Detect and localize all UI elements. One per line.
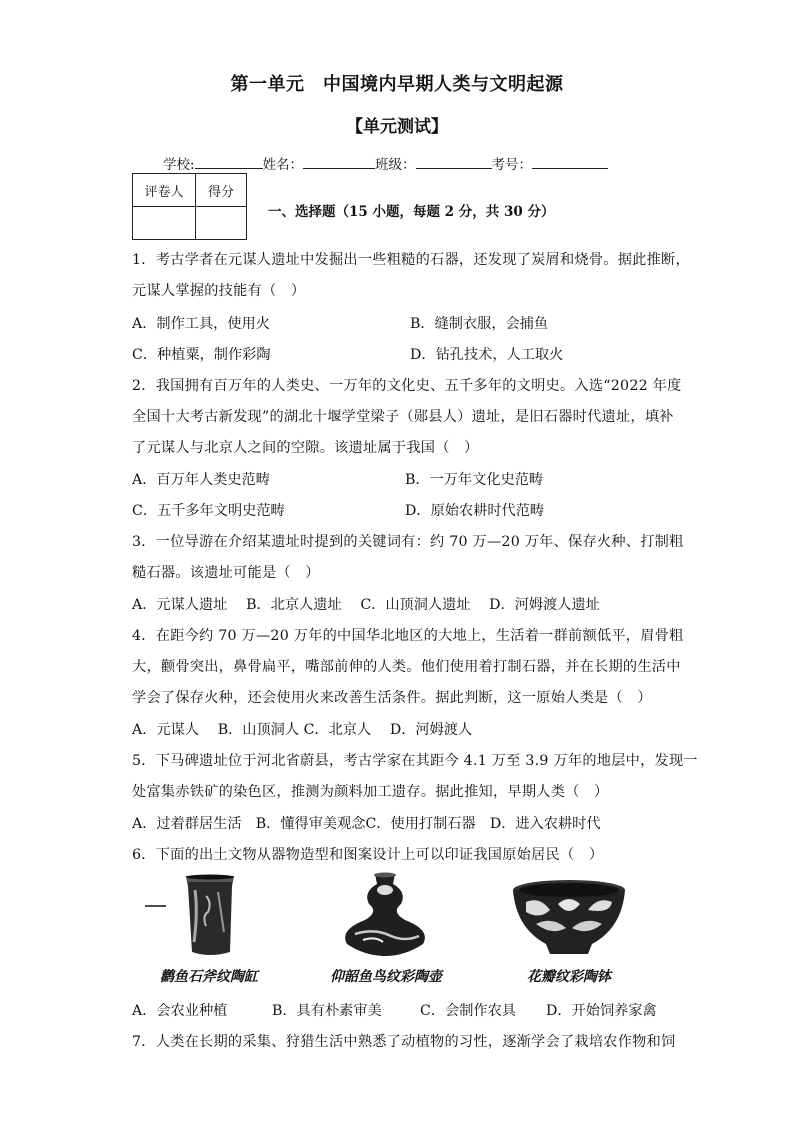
q2-option-d[interactable]: D．原始农耕时代范畴 — [405, 503, 545, 519]
q6-option-c[interactable]: C．会制作农具 — [420, 1003, 516, 1019]
q7-line-1: 7．人类在长期的采集、狩猎生活中熟悉了动植物的习性，逐渐学会了栽培农作物和饲 — [132, 1034, 676, 1050]
caption-petal-bowl: 花瓣纹彩陶钵 — [527, 969, 611, 985]
class-label: 班级： — [375, 157, 416, 173]
q5-line-2: 处富集赤铁矿的染色区，推测为颜料加工遗存。据此推知，早期人类（ ） — [132, 784, 609, 800]
student-info-line — [163, 153, 608, 173]
q2-line-3: 了元谋人与北京人之间的空隙。该遗址属于我国（ ） — [132, 440, 479, 456]
q2-option-b[interactable]: B．一万年文化史范畴 — [405, 472, 544, 488]
q3-options[interactable]: A．元谋人遗址 B．北京人遗址 C．山顶洞人遗址 D．河姆渡人遗址 — [132, 597, 600, 613]
grader-cell[interactable] — [133, 207, 196, 240]
fish-bird-pot-image — [335, 870, 435, 960]
q1-option-b[interactable]: B．缝制衣服，会捕鱼 — [410, 316, 549, 332]
q6-line-1: 6．下面的出土文物从器物造型和图案设计上可以印证我国原始居民（ ） — [132, 847, 604, 863]
q3-line-2: 糙石器。该遗址可能是（ ） — [132, 565, 320, 581]
q1-option-a[interactable]: A．制作工具，使用火 — [132, 316, 270, 332]
name-field[interactable] — [303, 154, 375, 169]
grader-header: 评卷人 — [133, 174, 196, 207]
q6-option-a[interactable]: A．会农业种植 — [132, 1003, 228, 1019]
q1-option-c[interactable]: C．种植粟，制作彩陶 — [132, 347, 271, 363]
q2-line-1: 2．我国拥有百万年的人类史、一万年的文化史、五千多年的文明史。入选“2022 年度 — [132, 378, 682, 394]
q1-line-1: 1．考古学者在元谋人遗址中发掘出一些粗糙的石器，还发现了炭屑和烧骨。据此推断， — [132, 252, 690, 268]
name-label: 姓名： — [262, 157, 304, 173]
id-label: 考号： — [491, 157, 533, 173]
q4-line-1: 4．在距今约 70 万—20 万年的中国华北地区的大地上，生活着一群前额低平，眉骨粗 — [132, 628, 684, 644]
section-title: 一、选择题（15 小题，每题 2 分，共 30 分） — [268, 204, 555, 220]
school-label: 学校: — [163, 157, 195, 173]
q6-option-d[interactable]: D．开始饲养家禽 — [546, 1003, 657, 1019]
score-table — [132, 173, 247, 240]
q5-line-1: 5．下马碑遗址位于河北省蔚县，考古学家在其距今 4.1 万至 3.9 万年的地层中，发现一 — [132, 753, 698, 769]
stork-fish-axe-jar-image — [140, 872, 250, 960]
caption-fish-bird-pot: 仰韶鱼鸟纹彩陶壶 — [330, 969, 442, 985]
page-subtitle: 【单元测试】 — [346, 117, 448, 137]
q2-option-c[interactable]: C．五千多年文明史范畴 — [132, 503, 285, 519]
petal-pattern-bowl-image — [506, 876, 632, 960]
page-title: 第一单元 中国境内早期人类与文明起源 — [230, 74, 564, 95]
caption-stork-fish-axe-jar: 鹳鱼石斧纹陶缸 — [160, 969, 258, 985]
q2-option-a[interactable]: A．百万年人类史范畴 — [132, 472, 270, 488]
score-cell[interactable] — [196, 207, 247, 240]
q3-line-1: 3．一位导游在介绍某遗址时提到的关键词有：约 70 万—20 万年、保存火种、打制粗 — [132, 534, 684, 550]
q4-options[interactable]: A．元谋人 B．山顶洞人 C．北京人 D．河姆渡人 — [132, 722, 473, 738]
q1-line-2: 元谋人掌握的技能有（ ） — [132, 283, 306, 299]
q5-options[interactable]: A．过着群居生活 B．懂得审美观念C．使用打制石器 D．进入农耕时代 — [132, 816, 601, 832]
q4-line-3: 学会了保存火种，还会使用火来改善生活条件。据此判断，这一原始人类是（ ） — [132, 690, 652, 706]
q2-line-2: 全国十大考古新发现”的湖北十堰学堂梁子（郧县人）遗址，是旧石器时代遗址，填补 — [132, 409, 674, 425]
school-field[interactable] — [195, 154, 263, 169]
q1-option-d[interactable]: D．钻孔技术，人工取火 — [410, 347, 564, 363]
score-header: 得分 — [196, 174, 247, 207]
class-field[interactable] — [416, 154, 492, 169]
q6-option-b[interactable]: B．具有朴素审美 — [272, 1003, 382, 1019]
id-field[interactable] — [532, 154, 608, 169]
q4-line-2: 大，颧骨突出，鼻骨扁平，嘴部前伸的人类。他们使用着打制石器，并在长期的生活中 — [132, 659, 681, 675]
